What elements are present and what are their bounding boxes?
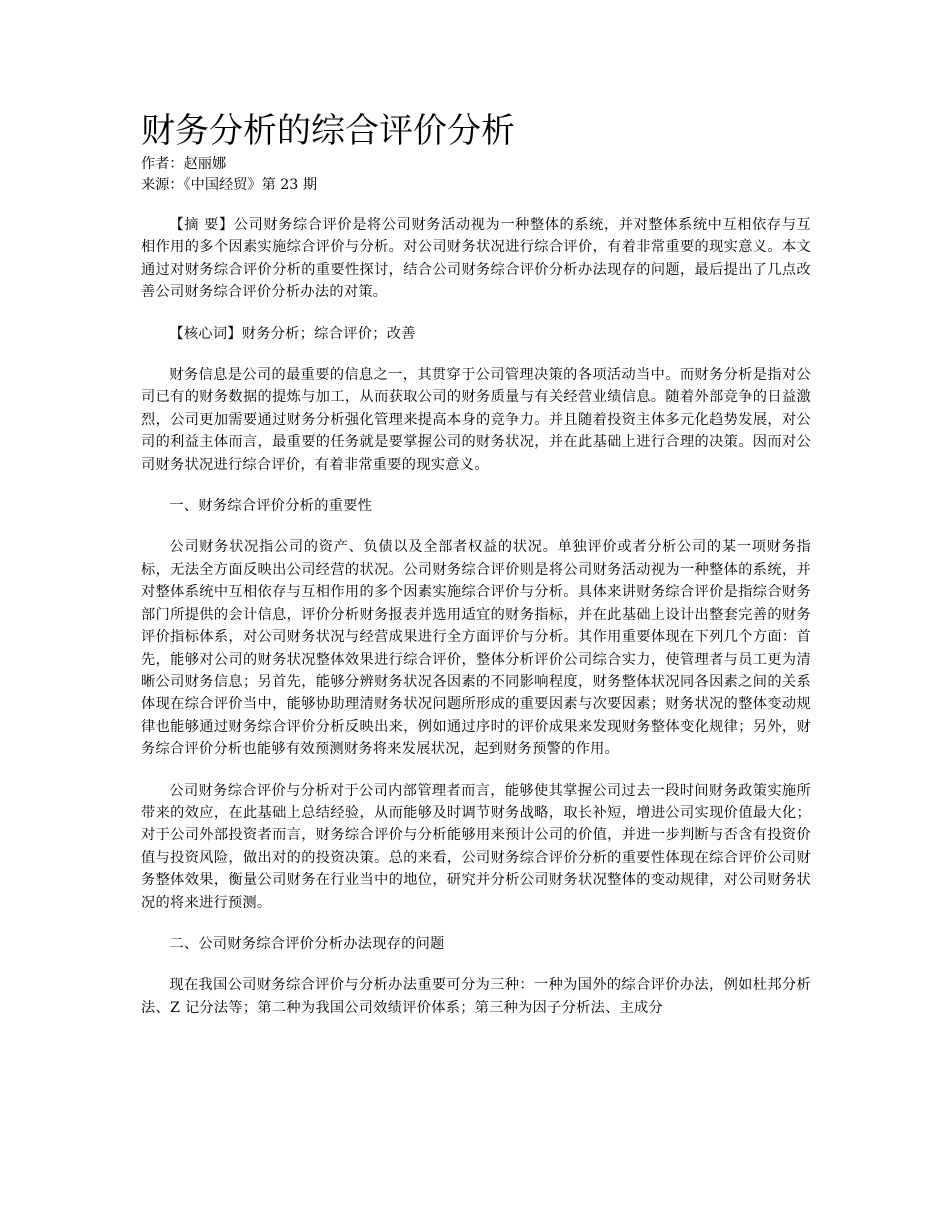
article-title: 财务分析的综合评价分析 [141, 111, 515, 151]
article-source: 来源：《中国经贸》第 23 期 [141, 177, 318, 193]
abstract-paragraph: 【摘 要】公司财务综合评价是将公司财务活动视为一种整体的系统，并对整体系统中互相依存与互相作用的多个因素实施综合评价与分析。对公司财务状况进行综合评价，有着非常重要的现实意义。本文通过对财务综合评价分析的重要性探讨，结合公司财务综合评价分析办法现存的问题，最后提出了几点改善公司财务综合评价分析办法的对策。 [141, 217, 811, 301]
section-1-paragraph-1: 公司财务状况指公司的资产、负债以及全部者权益的状况。单独评价或者分析公司的某一项财务指标，无法全方面反映出公司经营的状况。公司财务综合评价则是将公司财务活动视为一种整体的系统，并对整体系统中互相依存与互相作用的多个因素实施综合评价与分析。具体来讲财务综合评价是指综合财务部门所提供的会计信息，评价分析财务报表并选用适宜的财务指标，并在此基础上设计出整套完善的财务评价指标体系，对公司财务状况与经营成果进行全方面评价与分析。其作用重要体现在下列几个方面：首先，能够对公司的财务状况整体效果进行综合评价，整体分析评价公司综合实力，使管理者与员工更为清晰公司财务信息；另首先，能够分辨财务状况各因素的不同影响程度，财务整体状况同各因素之间的关系体现在综合评价当中，能够协助理清财务状况问题所形成的重要因素与次要因素；财务状况的整体变动规律也能够通过财务综合评价分析反映出来，例如通过序时的评价成果来发现财务整体变化规律；另外，财务综合评价分析也能够有效预测财务将来发展状况，起到财务预警的作用。 [141, 539, 811, 758]
section-1-paragraph-2: 公司财务综合评价与分析对于公司内部管理者而言，能够使其掌握公司过去一段时间财务政策实施所带来的效应，在此基础上总结经验，从而能够及时调节财务战略，取长补短，增进公司实现价值最大化；对于公司外部投资者而言，财务综合评价与分析能够用来预计公司的价值，并进一步判断与否含有投资价值与投资风险，做出对的的投资决策。总的来看，公司财务综合评价分析的重要性体现在综合评价公司财务整体效果，衡量公司财务在行业当中的地位，研究并分析公司财务状况整体的变动规律，对公司财务状况的将来进行预测。 [141, 782, 811, 911]
document-page [141, 110, 811, 1019]
section-2-paragraph-1: 现在我国公司财务综合评价与分析办法重要可分为三种：一种为国外的综合评价办法，例如杜邦分析法、Z 记分法等；第二种为我国公司效绩评价体系；第三种为因子分析法、主成分 [141, 977, 811, 1016]
article-author: 作者：赵丽娜 [141, 156, 227, 172]
section-1-heading: 一、财务综合评价分析的重要性 [169, 498, 373, 515]
section-2-heading: 二、公司财务综合评价分析办法现存的问题 [169, 935, 445, 952]
intro-paragraph: 财务信息是公司的最重要的信息之一，其贯穿于公司管理决策的各项活动当中。而财务分析是指对公司已有的财务数据的提炼与加工，从而获取公司的财务质量与有关经营业绩信息。随着外部竞争的日益激烈，公司更加需要通过财务分析强化管理来提高本身的竞争力。并且随着投资主体多元化趋势发展，对公司的利益主体而言，最重要的任务就是要掌握公司的财务状况，并在此基础上进行合理的决策。因而对公司财务状况进行综合评价，有着非常重要的现实意义。 [141, 367, 811, 473]
keywords-paragraph: 【核心词】财务分析；综合评价；改善 [169, 325, 416, 342]
